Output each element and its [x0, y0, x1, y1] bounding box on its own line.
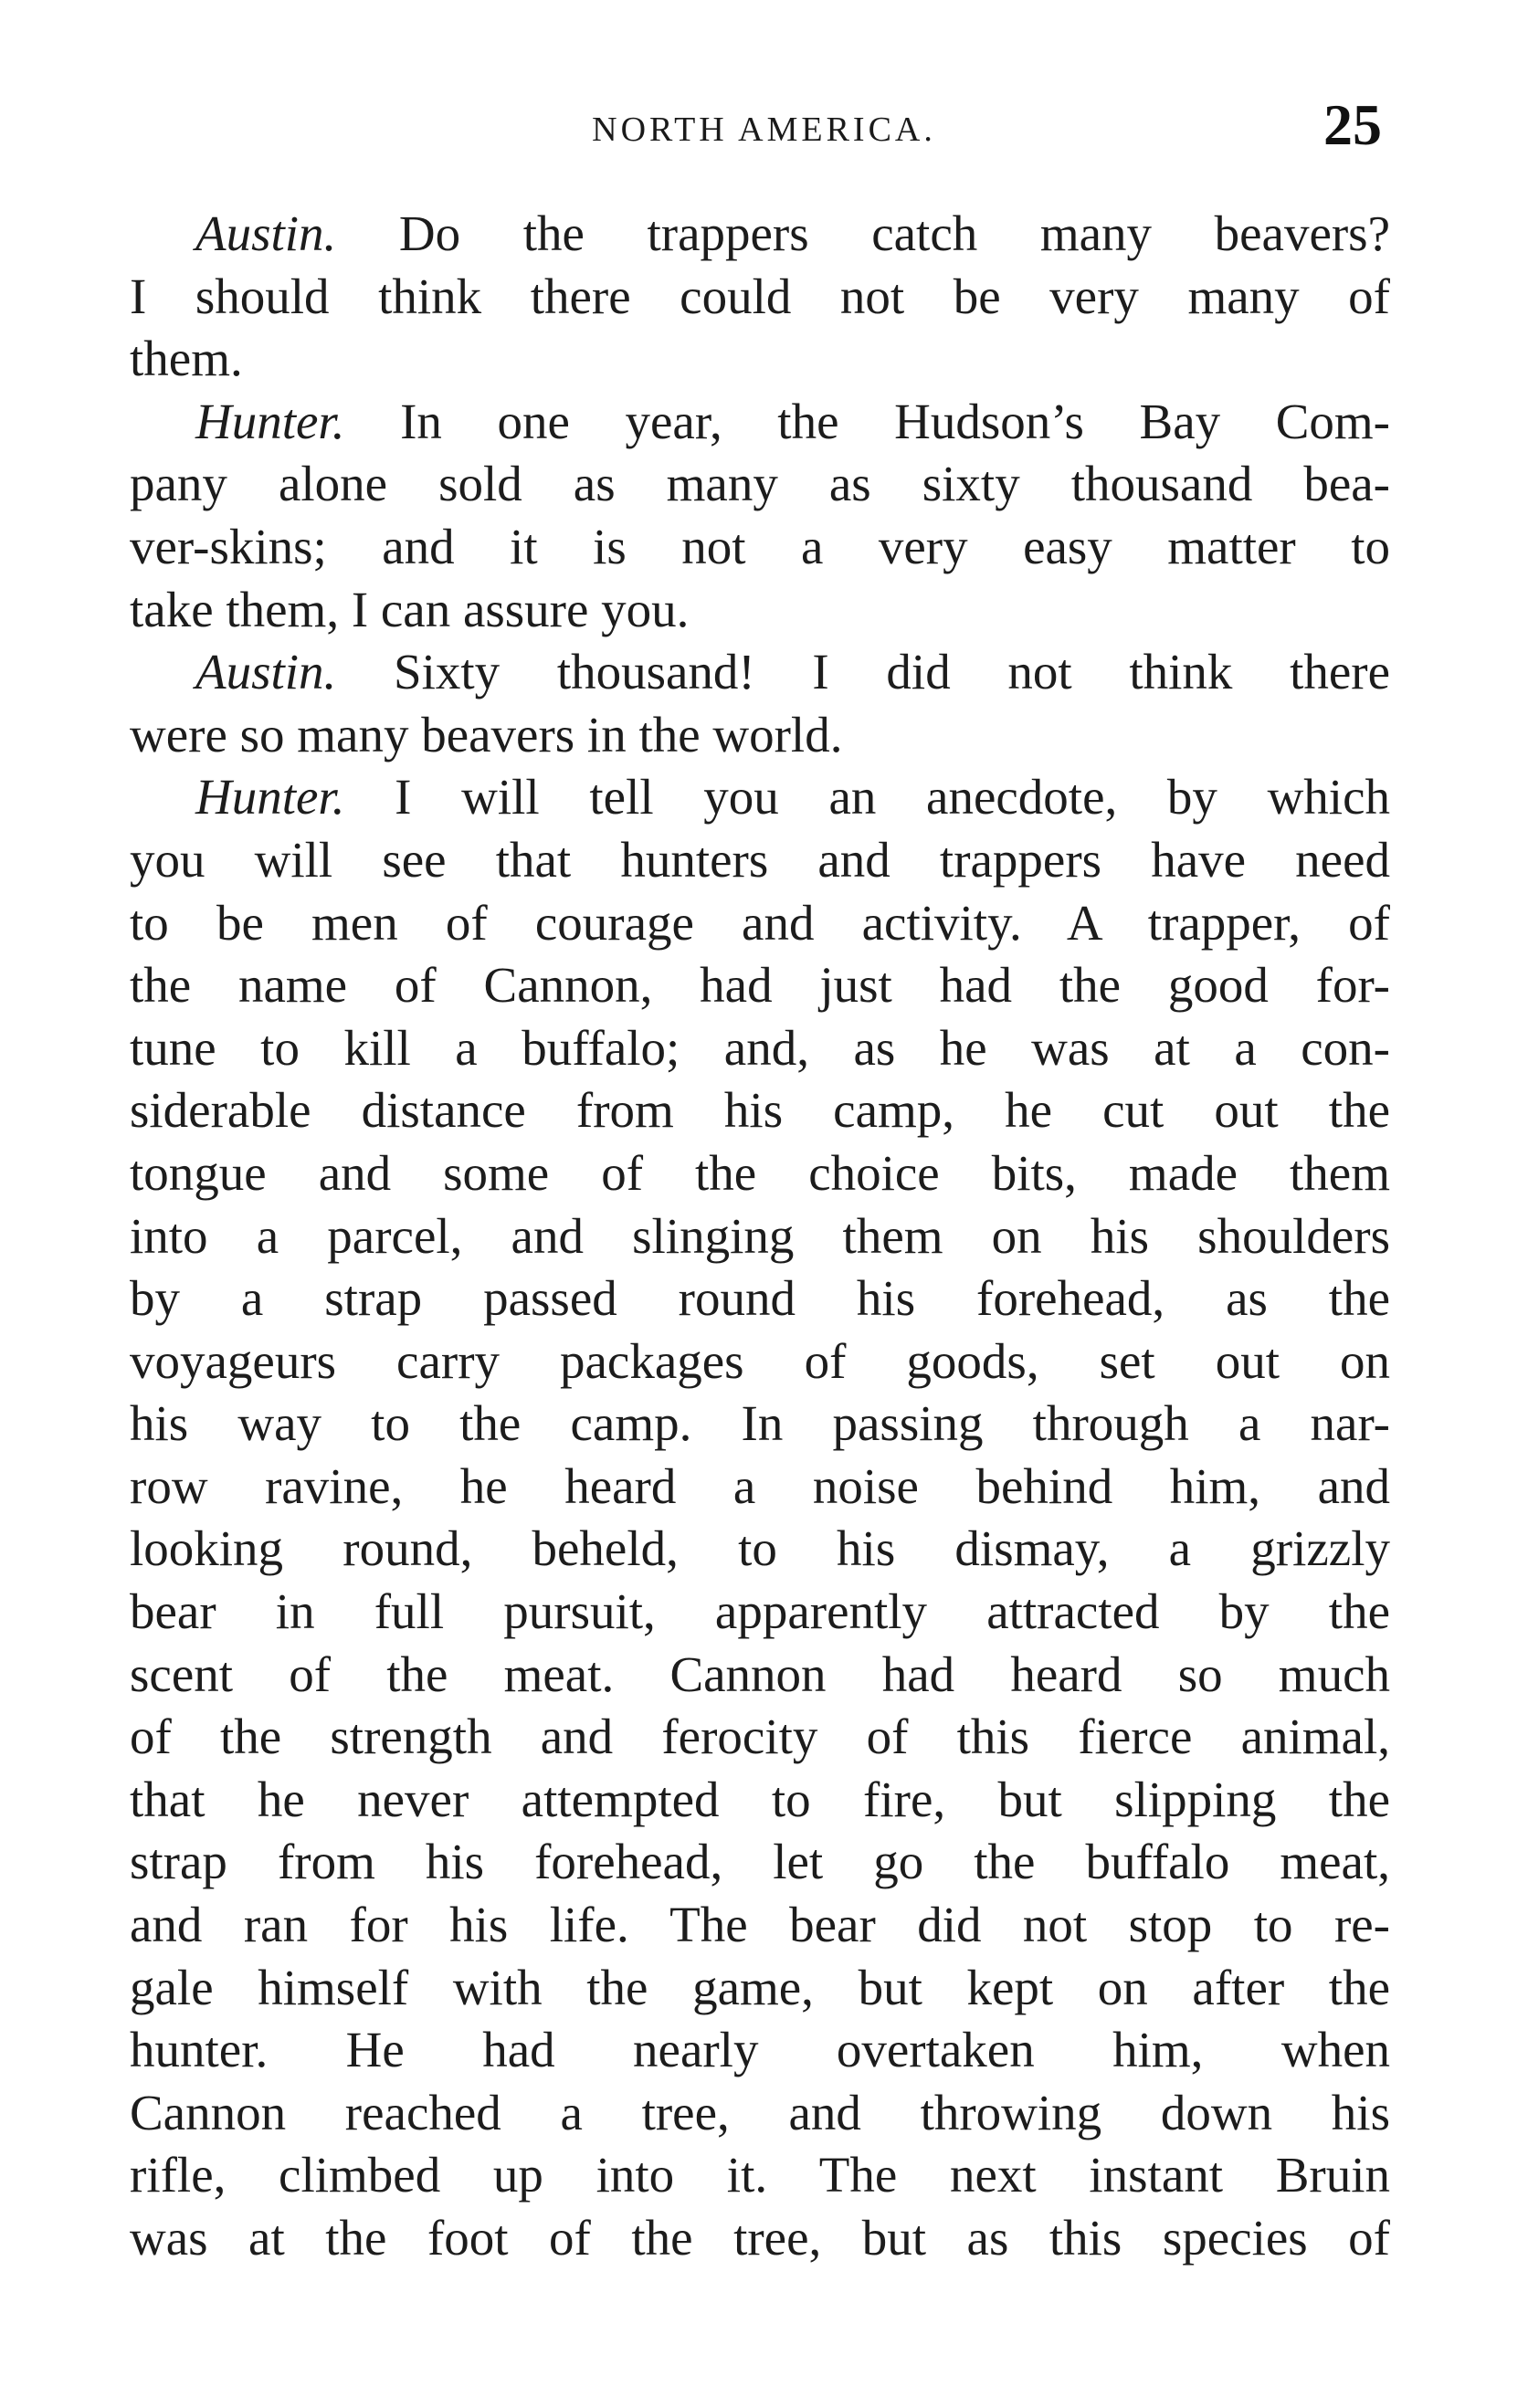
text-line	[130, 1142, 1390, 1205]
line-text: row ravine, he heard a noise behind him, and	[130, 1457, 1390, 1514]
text-line	[130, 1267, 1390, 1330]
running-title: NORTH AMERICA.	[592, 110, 936, 149]
text-line	[130, 453, 1390, 516]
text-line	[130, 1831, 1390, 1894]
line-text: and ran for his life. The bear did not stop to re-	[130, 1897, 1390, 1953]
line-text: take them, I can assure you.	[130, 581, 690, 637]
text-line	[130, 266, 1390, 329]
line-text: of the strength and ferocity of this fierce animal,	[130, 1709, 1390, 1765]
text-line	[130, 2019, 1390, 2082]
line-text: by a strap passed round his forehead, as the	[130, 1270, 1390, 1327]
text-line	[130, 1518, 1390, 1581]
text-line	[130, 766, 1390, 829]
line-text: tune to kill a buffalo; and, as he was at a con-	[130, 1019, 1390, 1076]
text-line	[130, 1393, 1390, 1456]
line-text: was at the foot of the tree, but as this species of	[130, 2210, 1390, 2266]
speaker-name: Hunter.	[195, 393, 345, 449]
line-text: Cannon reached a tree, and throwing down his	[130, 2084, 1390, 2140]
text-line	[130, 1456, 1390, 1519]
text-line	[130, 1079, 1390, 1142]
text-line	[130, 1205, 1390, 1268]
line-text: Sixty thousand! I did not think there	[336, 644, 1390, 700]
text-line	[130, 1769, 1390, 1832]
line-text: tongue and some of the choice bits, made them	[130, 1144, 1390, 1201]
text-line	[130, 1894, 1390, 1957]
text-line	[130, 641, 1390, 704]
text-line	[130, 2082, 1390, 2145]
line-text: siderable distance from his camp, he cut out the	[130, 1082, 1390, 1139]
text-line	[130, 1330, 1390, 1393]
text-line	[130, 954, 1390, 1017]
line-text: into a parcel, and slinging them on his shoulders	[130, 1207, 1390, 1264]
speaker-name: Austin.	[195, 644, 337, 700]
text-line	[130, 2144, 1390, 2207]
text-line	[130, 1706, 1390, 1769]
text-line	[130, 2207, 1390, 2270]
line-text: the name of Cannon, had just had the good for-	[130, 957, 1390, 1014]
text-line	[130, 1644, 1390, 1707]
text-line	[130, 203, 1390, 266]
text-line	[130, 516, 1390, 579]
line-text: to be men of courage and activity. A trapper, of	[130, 894, 1390, 951]
line-text: were so many beavers in the world.	[130, 706, 843, 762]
line-text: I will tell you an anecdote, by which	[344, 769, 1390, 825]
line-text: Do the trappers catch many beavers?	[336, 205, 1390, 261]
line-text: that he never attempted to fire, but slipping the	[130, 1771, 1390, 1827]
page-number: 25	[1323, 92, 1382, 157]
line-text: gale himself with the game, but kept on after the	[130, 1959, 1390, 2015]
text-line	[130, 1957, 1390, 2020]
line-text: you will see that hunters and trappers have need	[130, 831, 1390, 888]
line-text: rifle, climbed up into it. The next instant Bruin	[130, 2147, 1390, 2203]
line-text: his way to the camp. In passing through a nar-	[130, 1395, 1390, 1452]
line-text: scent of the meat. Cannon had heard so much	[130, 1646, 1390, 1702]
text-line	[130, 892, 1390, 955]
text-line	[130, 579, 1390, 642]
line-text: bear in full pursuit, apparently attracted by the	[130, 1583, 1390, 1640]
text-line	[130, 829, 1390, 892]
text-line	[130, 328, 1390, 391]
line-text: In one year, the Hudson’s Bay Com-	[344, 393, 1390, 449]
line-text: pany alone sold as many as sixty thousand bea-	[130, 456, 1390, 512]
line-text: looking round, beheld, to his dismay, a grizzly	[130, 1520, 1390, 1577]
line-text: them.	[130, 331, 243, 387]
line-text: voyageurs carry packages of goods, set out on	[130, 1332, 1390, 1389]
line-text: ver-skins; and it is not a very easy matter to	[130, 518, 1390, 574]
line-text: I should think there could not be very many of	[130, 268, 1390, 324]
speaker-name: Hunter.	[195, 769, 345, 825]
line-text: hunter. He had nearly overtaken him, when	[130, 2022, 1390, 2078]
text-line	[130, 1017, 1390, 1080]
text-line	[130, 391, 1390, 454]
line-text: strap from his forehead, let go the buffalo meat,	[130, 1834, 1390, 1890]
speaker-name: Austin.	[195, 205, 337, 261]
text-line	[130, 1581, 1390, 1644]
text-line	[130, 704, 1390, 767]
body-text	[130, 203, 1390, 2270]
